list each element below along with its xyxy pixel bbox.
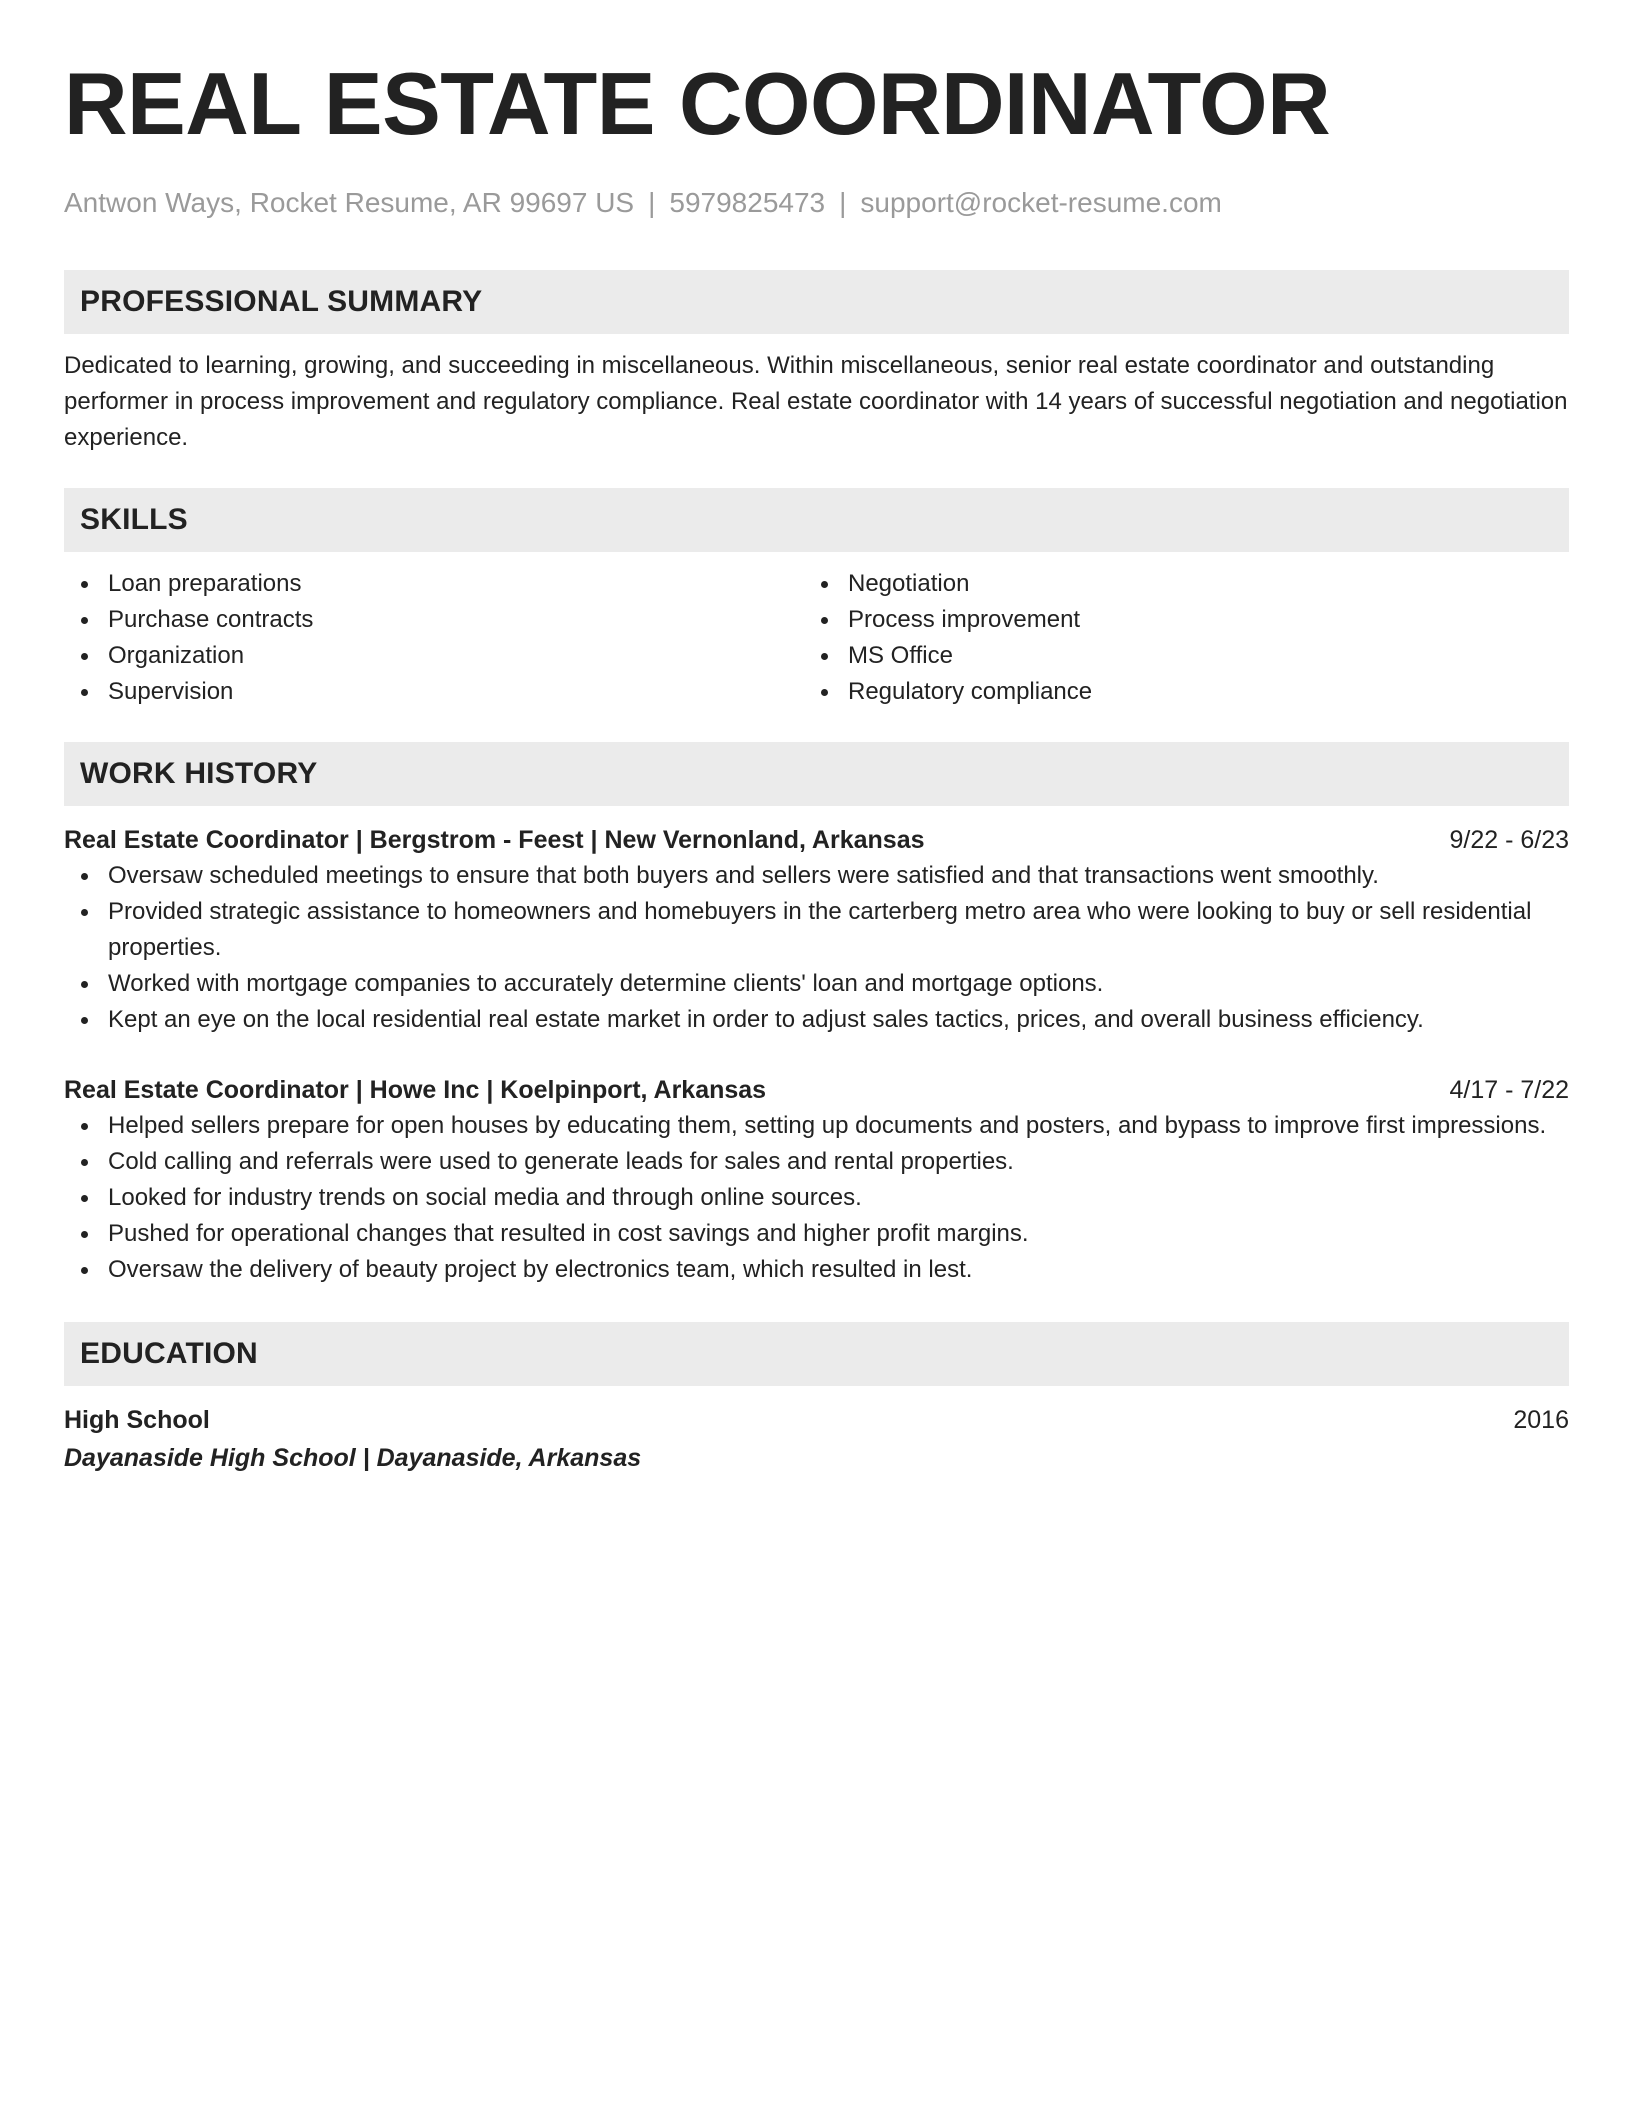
- job-entry-header: [64, 822, 1569, 858]
- job-bullet: Cold calling and referrals were used to generate leads for sales and rental properties.: [64, 1144, 1569, 1180]
- education-school: Dayanaside High School | Dayanaside, Arkansas: [64, 1444, 642, 1472]
- skills-column-right: [804, 566, 1544, 710]
- job-bullet: Pushed for operational changes that resulted in cost savings and higher profit margins.: [64, 1216, 1569, 1252]
- skill-item: Purchase contracts: [64, 602, 804, 638]
- contact-line: [64, 186, 1569, 220]
- skill-item: Supervision: [64, 674, 804, 710]
- job-title: Real Estate Coordinator | Howe Inc | Koelpinport, Arkansas: [64, 1076, 767, 1104]
- job-bullet: Oversaw scheduled meetings to ensure that both buyers and sellers were satisfied and that transactions went smoothly.: [64, 858, 1569, 894]
- job-bullet: Worked with mortgage companies to accurately determine clients' loan and mortgage options.: [64, 966, 1569, 1002]
- skills-column-left: [64, 566, 804, 710]
- job-entry-header: [64, 1072, 1569, 1108]
- contact-separator: |: [648, 187, 656, 218]
- section-header-work-history: WORK HISTORY: [64, 742, 1569, 806]
- job-bullets: [64, 858, 1569, 1038]
- skill-item: Loan preparations: [64, 566, 804, 602]
- job-dates: 9/22 - 6/23: [1449, 826, 1569, 854]
- contact-phone: 5979825473: [669, 187, 826, 218]
- skill-item: Negotiation: [804, 566, 1544, 602]
- section-header-skills: SKILLS: [64, 488, 1569, 552]
- job-dates: 4/17 - 7/22: [1449, 1076, 1569, 1104]
- job-bullet: Looked for industry trends on social media and through online sources.: [64, 1180, 1569, 1216]
- skill-item: Regulatory compliance: [804, 674, 1544, 710]
- education-year: 2016: [1513, 1406, 1569, 1434]
- job-bullets: [64, 1108, 1569, 1288]
- skill-item: MS Office: [804, 638, 1544, 674]
- contact-separator: |: [839, 187, 847, 218]
- section-header-education: EDUCATION: [64, 1322, 1569, 1386]
- section-header-summary: PROFESSIONAL SUMMARY: [64, 270, 1569, 334]
- education-degree: High School: [64, 1406, 210, 1434]
- job-title: Real Estate Coordinator | Bergstrom - Feest | New Vernonland, Arkansas: [64, 826, 925, 854]
- contact-address: Antwon Ways, Rocket Resume, AR 99697 US: [64, 187, 635, 218]
- summary-text: Dedicated to learning, growing, and succeeding in miscellaneous. Within miscellaneous, senior real estate coordinator and outstanding performer in process improvement and regulatory compliance. Real estate coordinator with 14 years of successful negotiation and negotiation experience.: [64, 352, 1568, 451]
- contact-email: support@rocket-resume.com: [860, 187, 1222, 218]
- job-bullet: Provided strategic assistance to homeowners and homebuyers in the carterberg metro area who were looking to buy or sell residential properties.: [64, 894, 1569, 966]
- skill-item: Process improvement: [804, 602, 1544, 638]
- skill-item: Organization: [64, 638, 804, 674]
- skills-list: [64, 566, 1569, 710]
- job-bullet: Kept an eye on the local residential real estate market in order to adjust sales tactics, prices, and overall business efficiency.: [64, 1002, 1569, 1038]
- education-entry-header: [64, 1402, 1569, 1438]
- job-bullet: Helped sellers prepare for open houses by educating them, setting up documents and posters, and bypass to improve first impressions.: [64, 1108, 1569, 1144]
- job-bullet: Oversaw the delivery of beauty project by electronics team, which resulted in lest.: [64, 1252, 1569, 1288]
- resume-name-title: REAL ESTATE COORDINATOR: [64, 54, 1331, 153]
